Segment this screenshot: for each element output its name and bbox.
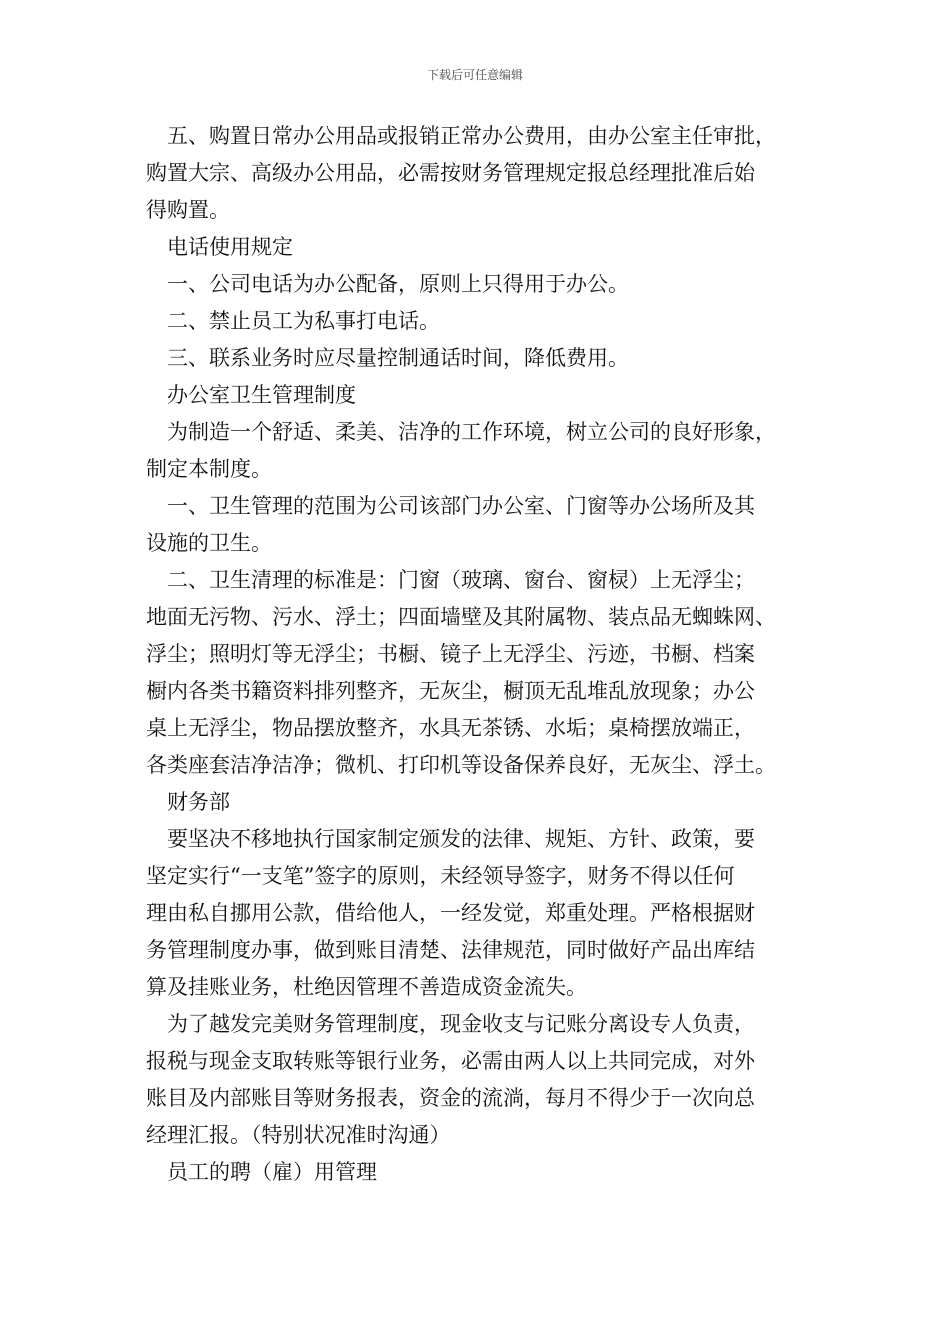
document-body — [146, 118, 830, 1191]
paragraph-line: 得购置。 — [146, 198, 230, 222]
paragraph-line: 桌上无浮尘，物品摆放整齐，水具无茶锈、水垢；桌椅摆放端正， — [146, 716, 755, 740]
paragraph-line: 二、卫生清理的标准是：门窗（玻璃、窗台、窗棂）上无浮尘； — [167, 568, 755, 592]
page-header: 下载后可任意编辑 — [426, 68, 523, 82]
paragraph-line: 账目及内部账目等财务报表，资金的流淌，每月不得少于一次向总 — [146, 1086, 755, 1110]
paragraph-line: 二、禁止员工为私事打电话。 — [167, 309, 440, 333]
section-heading: 电话使用规定 — [167, 235, 293, 259]
paragraph-line: 地面无污物、污水、浮土；四面墙壁及其附属物、装点品无蜘蛛网、 — [146, 605, 776, 629]
paragraph-line: 三、联系业务时应尽量控制通话时间，降低费用。 — [167, 346, 629, 370]
paragraph-line: 理由私自挪用公款，借给他人，一经发觉，郑重处理。严格根据财 — [146, 901, 755, 925]
paragraph-line: 一、公司电话为办公配备，原则上只得用于办公。 — [167, 272, 629, 296]
paragraph-line: 五、购置日常办公用品或报销正常办公费用，由办公室主任审批， — [167, 124, 776, 148]
paragraph-line: 为了越发完美财务管理制度，现金收支与记账分离设专人负责， — [167, 1012, 755, 1036]
paragraph-line: 坚定实行“一支笔”签字的原则，未经领导签字，财务不得以任何 — [146, 864, 735, 888]
paragraph-line: 各类座套洁净洁净；微机、打印机等设备保养良好，无灰尘、浮土。 — [146, 753, 776, 777]
paragraph-line: 橱内各类书籍资料排列整齐，无灰尘，橱顶无乱堆乱放现象；办公 — [146, 679, 755, 703]
paragraph-line: 一、卫生管理的范围为公司该部门办公室、门窗等办公场所及其 — [167, 494, 755, 518]
paragraph-line: 为制造一个舒适、柔美、洁净的工作环境，树立公司的良好形象， — [167, 420, 776, 444]
paragraph-line: 要坚决不移地执行国家制定颁发的法律、规矩、方针、政策，要 — [167, 827, 755, 851]
section-heading: 员工的聘（雇）用管理 — [167, 1160, 377, 1184]
paragraph-line: 经理汇报。（特别状况准时沟通） — [146, 1123, 451, 1147]
paragraph-line: 报税与现金支取转账等银行业务，必需由两人以上共同完成，对外 — [146, 1049, 755, 1073]
paragraph-line: 制定本制度。 — [146, 457, 272, 481]
paragraph-line: 设施的卫生。 — [146, 531, 272, 555]
section-heading: 办公室卫生管理制度 — [167, 383, 356, 407]
paragraph-line: 浮尘；照明灯等无浮尘；书橱、镜子上无浮尘、污迹，书橱、档案 — [146, 642, 755, 666]
paragraph-line: 务管理制度办事，做到账目清楚、法律规范，同时做好产品出库结 — [146, 938, 755, 962]
paragraph-line: 购置大宗、高级办公用品，必需按财务管理规定报总经理批准后始 — [146, 161, 755, 185]
section-heading: 财务部 — [167, 790, 230, 814]
paragraph-line: 算及挂账业务，杜绝因管理不善造成资金流失。 — [146, 975, 587, 999]
